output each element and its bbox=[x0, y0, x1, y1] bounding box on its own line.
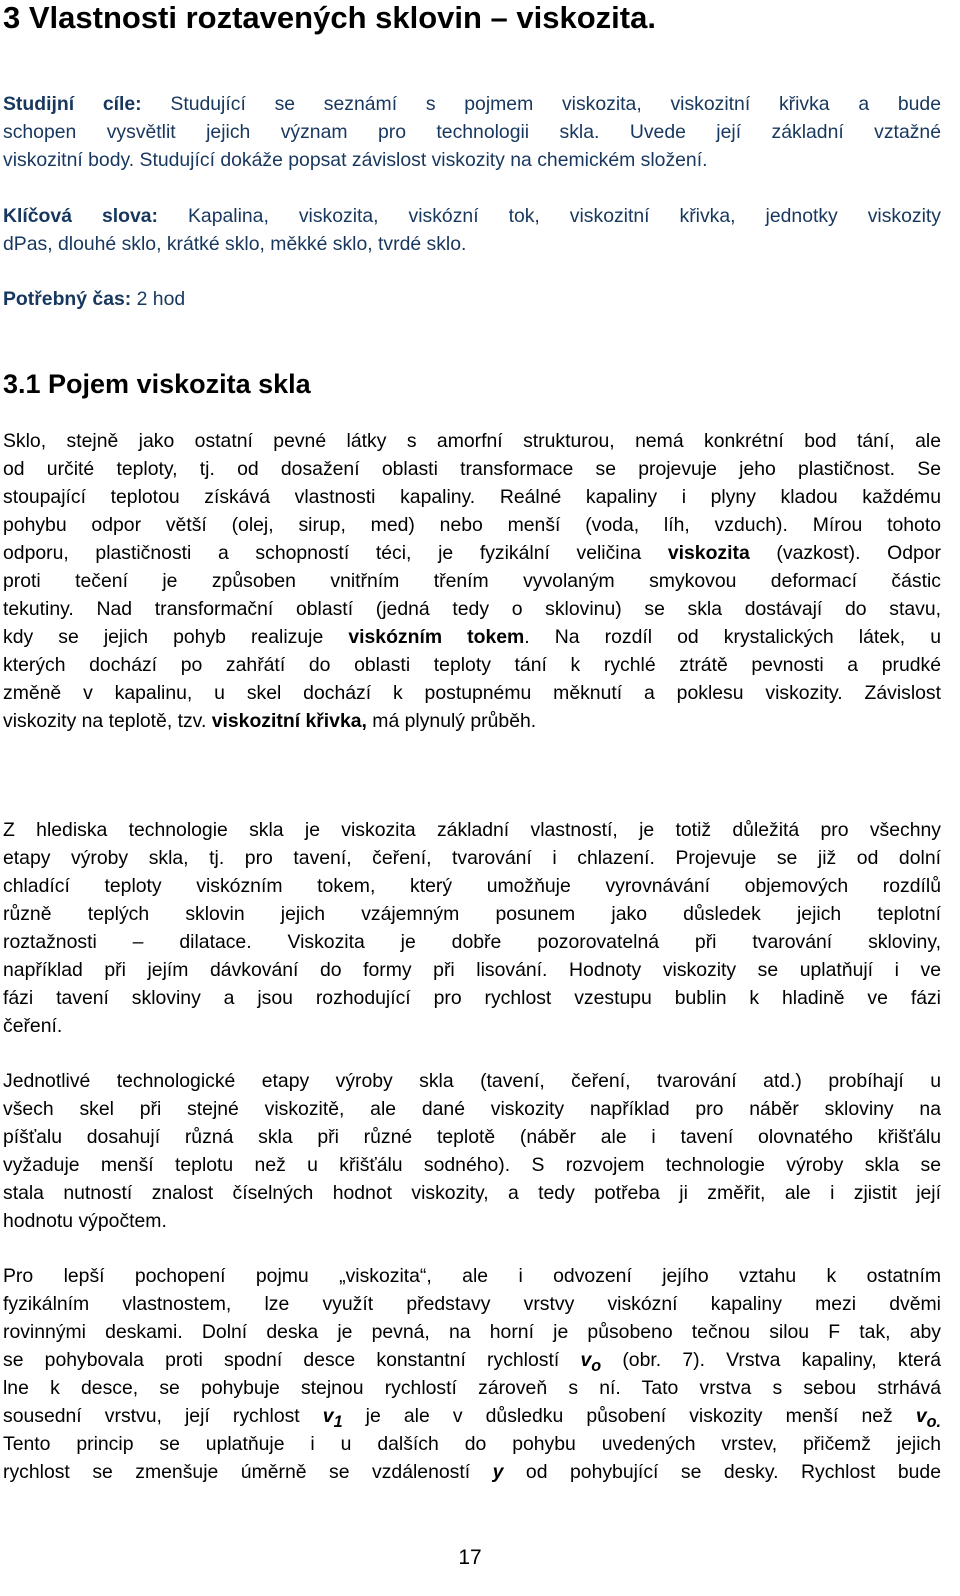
text-line: kdy se jejich pohyb realizuje viskózním tokem. Na rozdíl od krystalických látek, u bbox=[3, 626, 941, 648]
required-time bbox=[3, 285, 941, 313]
text-line: stoupající teplotou získává vlastnosti kapaliny. Reálné kapaliny i plyny kladou každému bbox=[3, 486, 941, 508]
text-line: čeření. bbox=[3, 1015, 63, 1037]
goals-label: Studijní cíle: bbox=[3, 93, 142, 115]
text-line: fázi tavení skloviny a jsou rozhodující pro rychlost vzestupu bublin k hladině ve fázi bbox=[3, 987, 941, 1009]
text-line: fyzikálním vlastnostem, lze využít představy vrstvy viskózní kapaliny mezi dvěmi bbox=[3, 1293, 941, 1315]
text-line: píšťalu dosahují různá skla při různé teplotě (náběr ale i tavení olovnatého křišťálu bbox=[3, 1126, 941, 1148]
text-line: stala nutností znalost číselných hodnot viskozity, a tedy potřeba ji změřit, ale i zjistit její bbox=[3, 1182, 941, 1204]
text-line: kterých dochází po zahřátí do oblasti teploty tání k rychlé ztrátě pevnosti a prudké bbox=[3, 654, 941, 676]
text-line: odporu, plastičnosti a schopností téci, je fyzikální veličina viskozita (vazkost). Odpor bbox=[3, 542, 941, 564]
goals-line: viskozitní body. Studující dokáže popsat závislost viskozity na chemickém složení. bbox=[3, 149, 708, 171]
paragraph-1 bbox=[3, 427, 941, 735]
text-line: Sklo, stejně jako ostatní pevné látky s amorfní strukturou, nemá konkrétní bod tání, ale bbox=[3, 430, 941, 452]
symbol-v-o: $v_o$ bbox=[580, 1349, 602, 1374]
text-line: Jednotlivé technologické etapy výroby skla (tavení, čeření, tvarování atd.) probíhají u bbox=[3, 1070, 941, 1092]
section-heading: 3.1 Pojem viskozita skla bbox=[3, 369, 311, 399]
chapter-heading: 3 Vlastnosti roztavených sklovin – viskozita. bbox=[3, 0, 656, 35]
text-line: proti tečení je způsoben vnitřním třením vyvolaným smykovou deformací částic bbox=[3, 570, 941, 592]
goals-line: schopen vysvětlit jejich význam pro technologii skla. Uvede její základní vztažné bbox=[3, 121, 941, 143]
text-line: všech skel při stejné viskozitě, ale dané viskozity například pro náběr skloviny na bbox=[3, 1098, 941, 1120]
text-line: Pro lepší pochopení pojmu „viskozita“, ale i odvození jejího vztahu k ostatním bbox=[3, 1265, 941, 1287]
keywords-line: dPas, dlouhé sklo, krátké sklo, měkké sklo, tvrdé sklo. bbox=[3, 233, 467, 255]
keywords bbox=[3, 202, 941, 258]
text-line: například při jejím dávkování do formy při lisování. Hodnoty viskozity se uplatňují i ve bbox=[3, 959, 941, 981]
text-line: různě teplých sklovin jejich vzájemným posunem jako důsledek jejich teplotní bbox=[3, 903, 941, 925]
text-line: etapy výroby skla, tj. pro tavení, čeření, tvarování i chlazení. Projevuje se již od dolní bbox=[3, 847, 941, 869]
text-line: chladící teploty viskózním tokem, který umožňuje vyrovnávání objemových rozdílů bbox=[3, 875, 941, 897]
keywords-line: Klíčová slova: Kapalina, viskozita, viskózní tok, viskozitní křivka, jednotky viskozity bbox=[3, 205, 941, 227]
text-line: se pohybovala proti spodní desce konstantní rychlostí $v_o$ (obr. 7). Vrstva kapaliny, která bbox=[3, 1349, 941, 1374]
text-line: pohybu odpor větší (olej, sirup, med) nebo menší (voda, líh, vzduch). Mírou tohoto bbox=[3, 514, 941, 536]
text-line: vyžaduje menší teplotu než u křišťálu sodného). S rozvojem technologie výroby skla se bbox=[3, 1154, 941, 1176]
text-line: lne k desce, se pohybuje stejnou rychlostí zároveň s ní. Tato vrstva s sebou strhává bbox=[3, 1377, 941, 1399]
symbol-v-1: $v_1$ bbox=[322, 1405, 343, 1430]
paragraph-3 bbox=[3, 1067, 941, 1235]
page-number: 17 bbox=[458, 1546, 482, 1569]
text-line: Z hlediska technologie skla je viskozita základní vlastností, je totiž důležitá pro všechny bbox=[3, 819, 941, 841]
symbol-y: y bbox=[492, 1461, 504, 1483]
symbol-v-o: $v_{o.}$ bbox=[915, 1405, 941, 1430]
text-line: tekutiny. Nad transformační oblastí (jedná tedy o sklovinu) se skla dostávají do stavu, bbox=[3, 598, 941, 620]
text-line: viskozity na teplotě, tzv. viskozitní křivka, má plynulý průběh. bbox=[3, 710, 537, 732]
text-line: od určité teploty, tj. od dosažení oblasti transformace se projevuje jeho plastičnost. Se bbox=[3, 458, 941, 480]
text-line: rovinnými deskami. Dolní deska je pevná, na horní je působeno tečnou silou F tak, aby bbox=[3, 1321, 941, 1343]
paragraph-2 bbox=[3, 816, 941, 1040]
text-line: změně v kapalinu, u skel dochází k postupnému měknutí a poklesu viskozity. Závislost bbox=[3, 682, 941, 704]
goals-line: Studijní cíle: Studující se seznámí s pojmem viskozita, viskozitní křivka a bude bbox=[3, 93, 941, 115]
term-viskozni-tok: viskózním tokem bbox=[348, 626, 525, 648]
text-line: hodnotu výpočtem. bbox=[3, 1210, 167, 1232]
text-line: roztažnosti – dilatace. Viskozita je dobře pozorovatelná při tvarování skloviny, bbox=[3, 931, 941, 953]
text-line: rychlost se zmenšuje úměrně se vzdáleností y od pohybující se desky. Rychlost bude bbox=[3, 1461, 941, 1483]
term-viskozita: viskozita bbox=[667, 542, 750, 564]
time-line bbox=[3, 285, 941, 313]
time-value: 2 hod bbox=[131, 288, 186, 310]
text-line: Tento princip se uplatňuje i u dalších do pohybu uvedených vrstev, přičemž jejich bbox=[3, 1433, 941, 1455]
term-viskozitni-krivka: viskozitní křivka, bbox=[211, 710, 367, 732]
keywords-label: Klíčová slova: bbox=[3, 205, 158, 227]
paragraph-4 bbox=[3, 1262, 941, 1486]
study-goals bbox=[3, 90, 941, 174]
time-label: Potřebný čas: bbox=[3, 288, 132, 310]
text-line: sousední vrstvu, její rychlost $v_1$ je ale v důsledku působení viskozity menší než $v_{o.}$ bbox=[3, 1405, 941, 1430]
